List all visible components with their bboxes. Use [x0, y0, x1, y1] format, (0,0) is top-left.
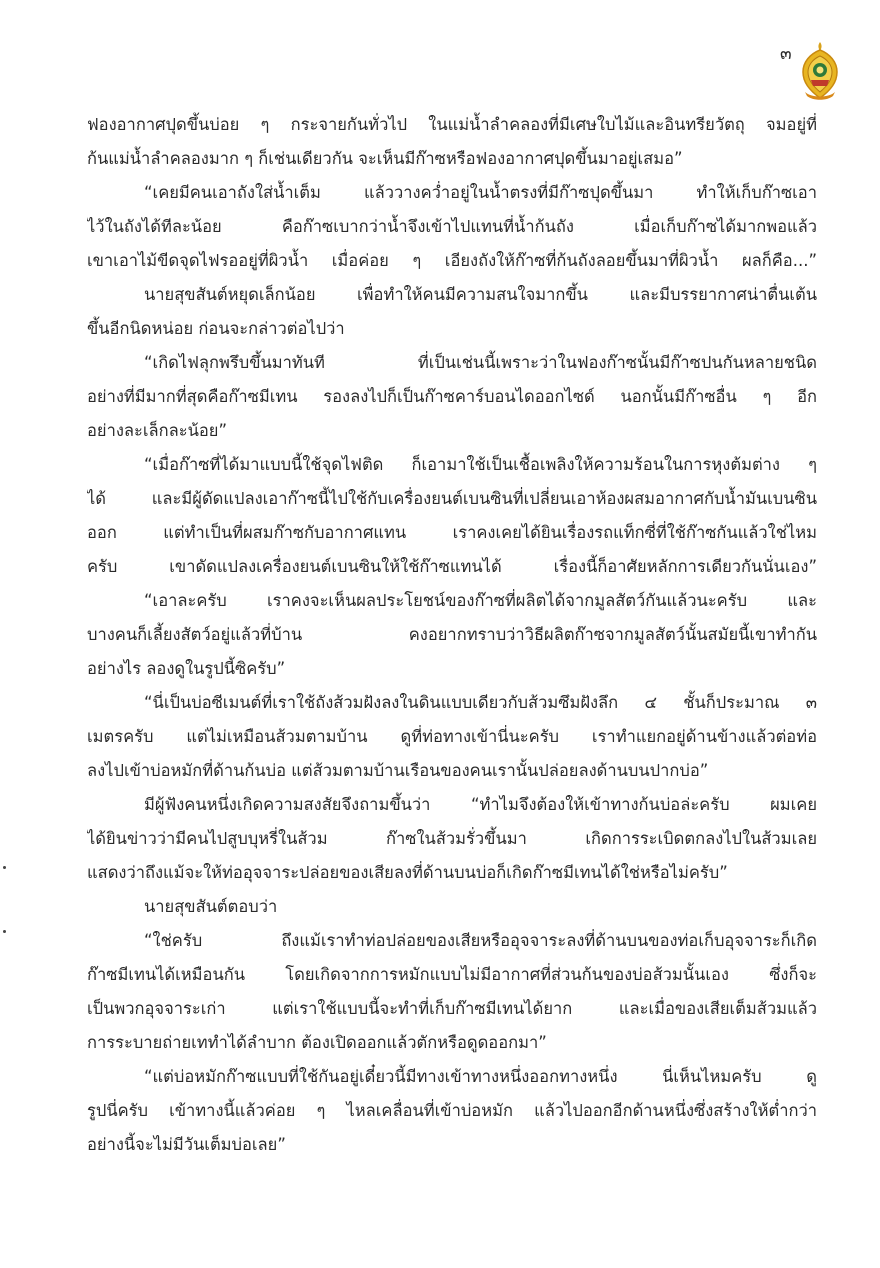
text-line: “นี่เป็นบ่อซีเมนต์ที่เราใช้ถังส้วมฝังลงในดินแบบเดียวกับส้วมซึมฝังลึก ๔ ชั้นก็ประมาณ ๓ — [144, 693, 817, 712]
text-line: เขาเอาไม้ขีดจุดไฟรออยู่ที่ผิวน้ำ เมื่อค่อย ๆ เอียงถังให้ก๊าซที่ก้นถังลอยขึ้นมาที่ผิวน้ำ ผลก็คือ...” — [87, 251, 817, 270]
text-line: “เคยมีคนเอาถังใส่น้ำเต็ม แล้ววางคว่ำอยู่ในน้ำตรงที่มีก๊าซปุดขึ้นมา ทำให้เก็บก๊าซเอา — [144, 183, 817, 202]
text-line: ได้ และมีผู้ดัดแปลงเอาก๊าซนี้ไปใช้กับเครื่องยนต์เบนซินที่เปลี่ยนเอาห้องผสมอากาศกับน้ำมันเบนซิน — [87, 489, 817, 508]
text-line: ไว้ในถังได้ทีละน้อย คือก๊าซเบากว่าน้ำจึงเข้าไปแทนที่น้ำก้นถัง เมื่อเก็บก๊าซได้มากพอแล้ว — [87, 217, 817, 236]
text-line: รูปนี่ครับ เข้าทางนี้แล้วค่อย ๆ ไหลเคลื่อนที่เข้าบ่อหมัก แล้วไปออกอีกด้านหนึ่งซึ่งสร้างให้ต่ำกว่า — [87, 1101, 817, 1120]
text-line: ขึ้นอีกนิดหน่อย ก่อนจะกล่าวต่อไปว่า — [87, 319, 345, 338]
text-line: “ใช่ครับ ถึงแม้เราทำท่อปล่อยของเสียหรืออุจจาระลงที่ด้านบนของท่อเก็บอุจจาระก็เกิด — [144, 931, 817, 950]
text-line: เมตรครับ แต่ไม่เหมือนส้วมตามบ้าน ดูที่ท่อทางเข้านี่นะครับ เราทำแยกอยู่ด้านข้างแล้วต่อท่อ — [87, 727, 817, 746]
page-number: ๓ — [780, 44, 792, 64]
text-line: “เอาละครับ เราคงจะเห็นผลประโยชน์ของก๊าซที่ผลิตได้จากมูลสัตว์กันแล้วนะครับ และ — [144, 591, 817, 610]
text-line: อย่างละเล็กละน้อย” — [87, 421, 227, 440]
school-emblem-icon — [797, 40, 843, 102]
text-line: ได้ยินข่าวว่ามีคนไปสูบบุหรี่ในส้วม ก๊าซในส้วมรั่วขึ้นมา เกิดการระเบิดตกลงไปในส้วมเลย — [87, 829, 817, 848]
text-line: ครับ เขาดัดแปลงเครื่องยนต์เบนซินให้ใช้ก๊าซแทนได้ เรื่องนี้ก็อาศัยหลักการเดียวกันนั่นเอง” — [87, 557, 817, 576]
text-line: “เมื่อก๊าซที่ได้มาแบบนี้ใช้จุดไฟติด ก็เอามาใช้เป็นเชื้อเพลิงให้ความร้อนในการหุงต้มต่าง ๆ — [144, 455, 817, 474]
text-line: ก๊าซมีเทนได้เหมือนกัน โดยเกิดจากการหมักแบบไม่มีอากาศที่ส่วนก้นของบ่อส้วมนั้นเอง ซึ่งก็จะ — [87, 965, 817, 984]
text-line: แสดงว่าถึงแม้จะให้ท่ออุจจาระปล่อยของเสียลงที่ด้านบนบ่อก็เกิดก๊าซมีเทนได้ใช่หรือไม่ครับ” — [87, 863, 728, 882]
margin-mark — [3, 930, 6, 933]
text-line: ลงไปเข้าบ่อหมักที่ด้านก้นบ่อ แต่ส้วมตามบ้านเรือนของคนเรานั้นปล่อยลงด้านบนปากบ่อ” — [87, 761, 709, 780]
text-line: การระบายถ่ายเททำได้ลำบาก ต้องเปิดออกแล้วตักหรือดูดออกมา” — [87, 1033, 547, 1052]
text-line: “แต่บ่อหมักก๊าซแบบที่ใช้กันอยู่เดี๋ยวนี้มีทางเข้าทางหนึ่งออกทางหนึ่ง นี่เห็นไหมครับ ดู — [144, 1067, 817, 1086]
text-line: มีผู้ฟังคนหนึ่งเกิดความสงสัยจึงถามขึ้นว่า “ทำไมจึงต้องให้เข้าทางก้นบ่อล่ะครับ ผมเคย — [144, 795, 817, 814]
text-line: ออก แต่ทำเป็นที่ผสมก๊าซกับอากาศแทน เราคงเคยได้ยินเรื่องรถแท็กซี่ที่ใช้ก๊าซกันแล้วใช่ไหม — [87, 523, 817, 542]
text-line: นายสุขสันต์หยุดเล็กน้อย เพื่อทำให้คนมีความสนใจมากขึ้น และมีบรรยากาศน่าตื่นเต้น — [144, 285, 817, 304]
text-line: “เกิดไฟลุกพรึบขึ้นมาทันที ที่เป็นเช่นนี้เพราะว่าในฟองก๊าซนั้นมีก๊าซปนกันหลายชนิด — [144, 353, 817, 372]
text-line: ก้นแม่น้ำลำคลองมาก ๆ ก็เช่นเดียวกัน จะเห็นมีก๊าซหรือฟองอากาศปุดขึ้นมาอยู่เสมอ” — [87, 149, 683, 168]
text-line: เป็นพวกอุจจาระเก่า แต่เราใช้แบบนี้จะทำที่เก็บก๊าซมีเทนได้ยาก และเมื่อของเสียเต็มส้วมแล้ว — [87, 999, 817, 1018]
body-text — [87, 108, 817, 1162]
text-line: บางคนก็เลี้ยงสัตว์อยู่แล้วที่บ้าน คงอยากทราบว่าวิธีผลิตก๊าซจากมูลสัตว์นั้นสมัยนี้เขาทำกัน — [87, 625, 817, 644]
text-line: อย่างที่มีมากที่สุดคือก๊าซมีเทน รองลงไปก็เป็นก๊าซคาร์บอนไดออกไซด์ นอกนั้นมีก๊าซอื่น ๆ อีก — [87, 387, 817, 406]
text-line: อย่างไร ลองดูในรูปนี้ซิครับ” — [87, 659, 286, 678]
text-line: นายสุขสันต์ตอบว่า — [144, 897, 278, 916]
text-line: ฟองอากาศปุดขึ้นบ่อย ๆ กระจายกันทั่วไป ในแม่น้ำลำคลองที่มีเศษใบไม้และอินทรียวัตถุ จมอยู่ที่ — [87, 115, 817, 134]
margin-mark — [3, 866, 6, 869]
text-line: อย่างนี้จะไม่มีวันเต็มบ่อเลย” — [87, 1135, 286, 1154]
